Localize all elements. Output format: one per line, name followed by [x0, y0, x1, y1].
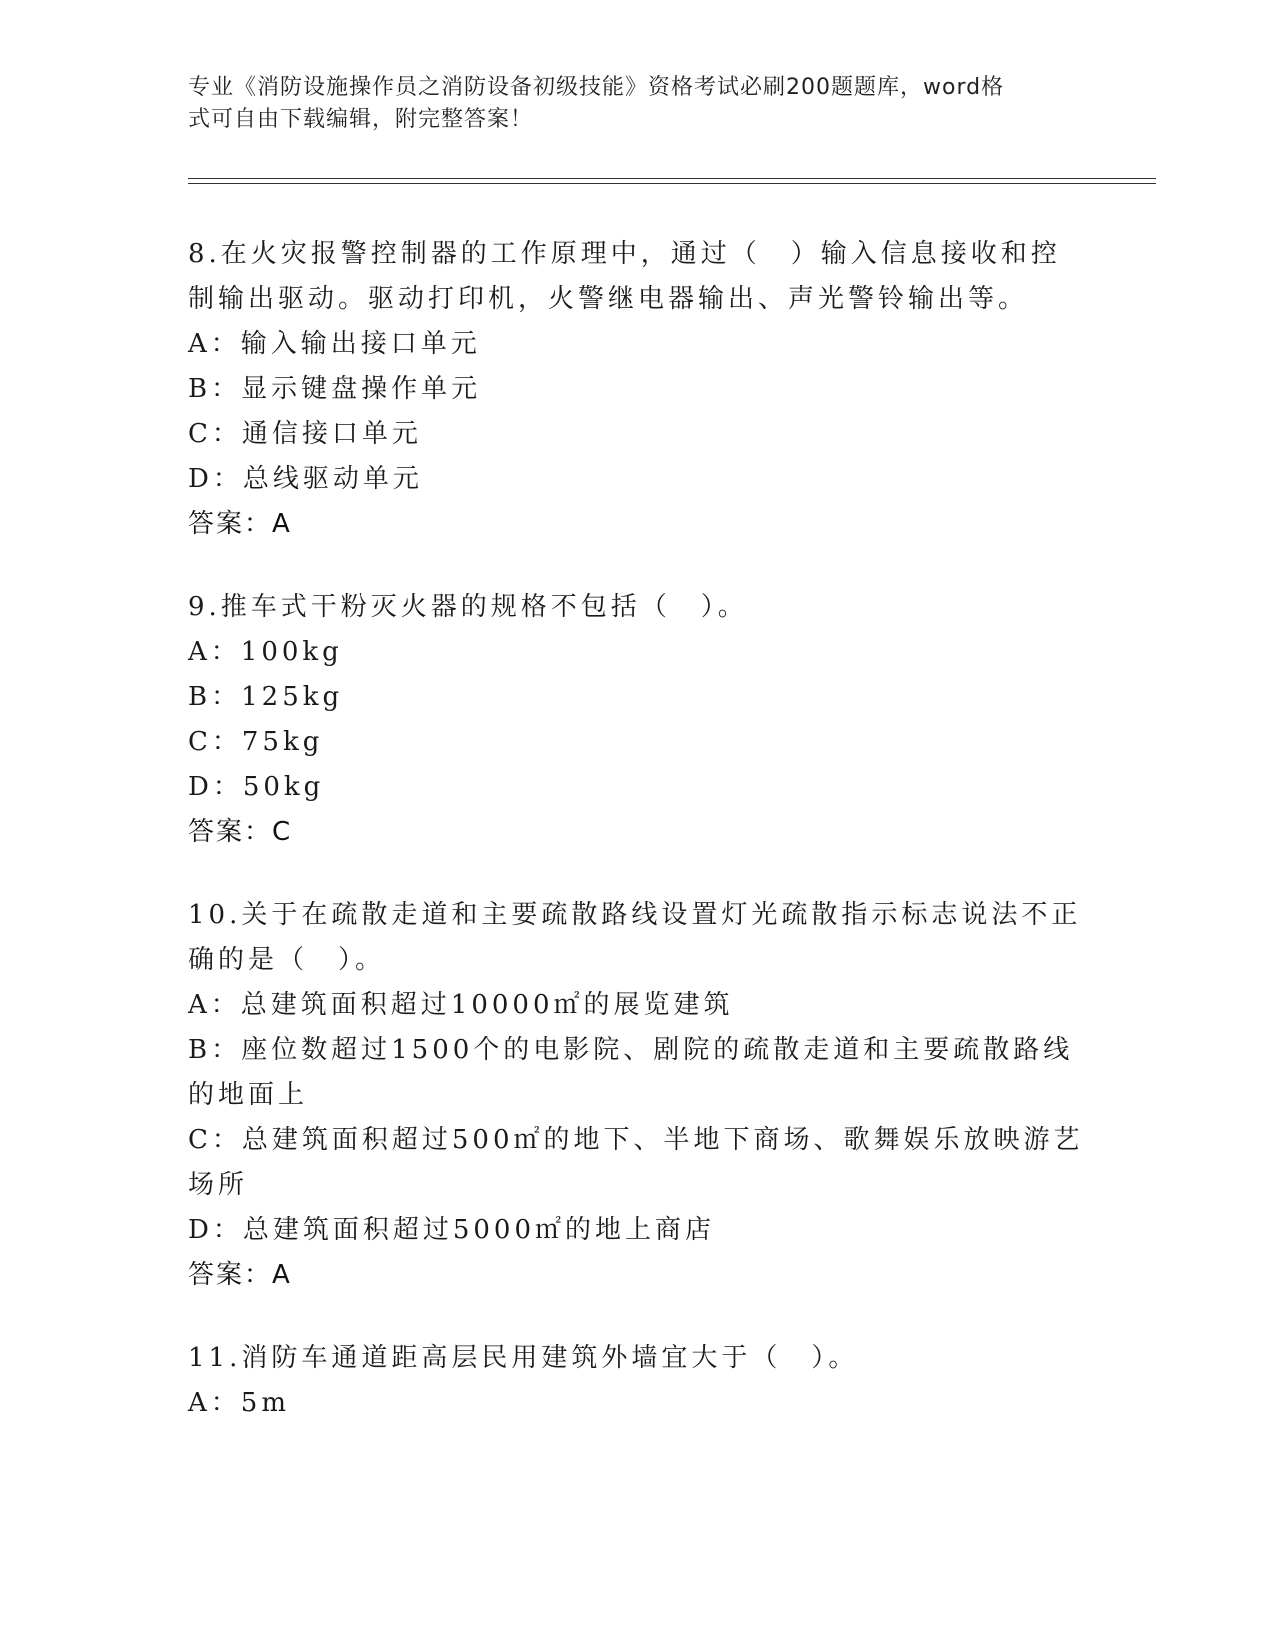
option-a: A：5m — [188, 1388, 290, 1418]
header-divider-bottom — [188, 183, 1156, 184]
option-d: D：50kg — [188, 772, 325, 802]
option-a: A：总建筑面积超过10000㎡的展览建筑 — [188, 990, 734, 1020]
question-8 — [188, 232, 1088, 547]
question-stem: 10.关于在疏散走道和主要疏散路线设置灯光疏散指示标志说法不正确的是（ ）。 — [188, 900, 1082, 975]
option-c: C：75kg — [188, 727, 324, 757]
option-b: B：座位数超过1500个的电影院、剧院的疏散走道和主要疏散路线的地面上 — [188, 1035, 1074, 1110]
question-10 — [188, 893, 1088, 1298]
header-line-2: 式可自由下载编辑，附完整答案！ — [188, 107, 534, 132]
document-header — [188, 72, 1068, 136]
header-line-1: 专业《消防设施操作员之消防设备初级技能》资格考试必刷200题题库，word格 — [188, 75, 1005, 100]
option-d: D：总建筑面积超过5000㎡的地上商店 — [188, 1215, 716, 1245]
option-b: B：125kg — [188, 682, 344, 712]
question-stem: 9.推车式干粉灭火器的规格不包括（ ）。 — [188, 592, 748, 622]
option-c: C：总建筑面积超过500㎡的地下、半地下商场、歌舞娱乐放映游艺场所 — [188, 1125, 1084, 1200]
option-c: C：通信接口单元 — [188, 419, 422, 449]
question-stem: 8.在火灾报警控制器的工作原理中，通过（ ）输入信息接收和控制输出驱动。驱动打印机，火警继电器输出、声光警铃输出等。 — [188, 239, 1061, 314]
answer-label: 答案：A — [188, 1260, 292, 1290]
question-9 — [188, 585, 1088, 855]
answer-label: 答案：C — [188, 817, 293, 847]
option-a: A：100kg — [188, 637, 343, 667]
header-divider-top — [188, 178, 1156, 179]
answer-label: 答案：A — [188, 509, 292, 539]
option-d: D：总线驱动单元 — [188, 464, 423, 494]
question-stem: 11.消防车通道距高层民用建筑外墙宜大于（ ）。 — [188, 1343, 859, 1373]
option-b: B：显示键盘操作单元 — [188, 374, 482, 404]
option-a: A：输入输出接口单元 — [188, 329, 481, 359]
question-11 — [188, 1336, 1088, 1426]
question-list — [188, 232, 1088, 1464]
